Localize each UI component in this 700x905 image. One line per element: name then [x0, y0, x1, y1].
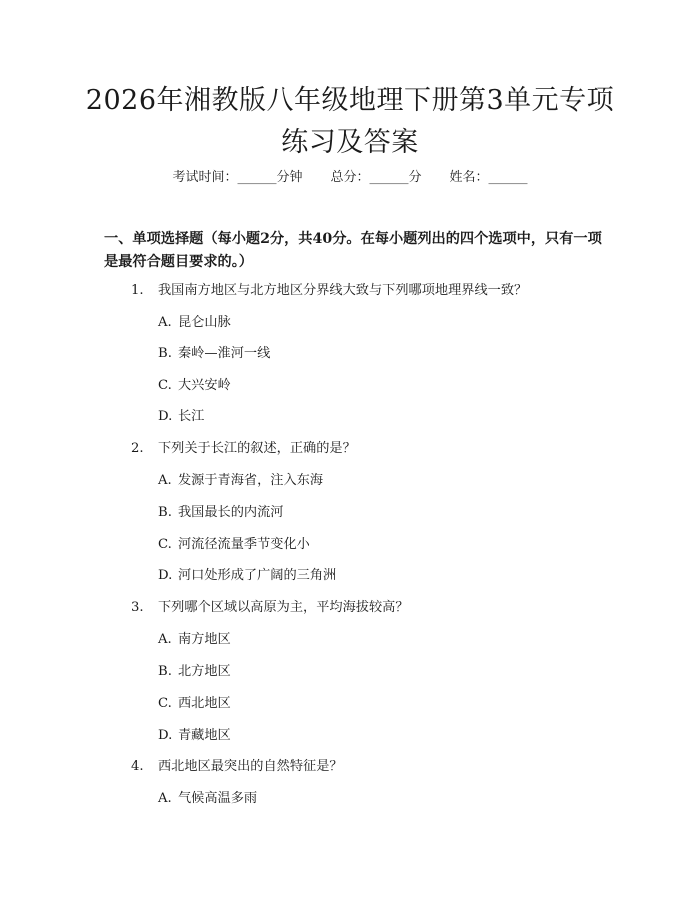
option-letter: A.: [158, 632, 172, 647]
option-letter: D.: [158, 409, 173, 424]
option-text: 气候高温多雨: [178, 791, 258, 806]
question-text: 下列哪个区域以高原为主，平均海拔较高？: [158, 600, 409, 615]
option-letter: C.: [158, 696, 172, 711]
option-text: 河口处形成了广阔的三角洲: [178, 568, 337, 583]
question-2: [131, 439, 601, 459]
title-line-2: 练习及答案: [281, 127, 419, 158]
option-text: 昆仑山脉: [178, 315, 231, 330]
option-letter: B.: [158, 346, 172, 361]
section-heading-line-1: 一、单项选择题（每小题2分，共40分。在每小题列出的四个选项中，只有一项: [104, 231, 602, 247]
question-number: 4.: [131, 759, 144, 774]
question-number: 2.: [131, 441, 144, 456]
question-number: 1.: [131, 283, 144, 298]
question-3-option-c: [158, 694, 578, 714]
option-text: 大兴安岭: [178, 378, 231, 393]
question-3: [131, 598, 601, 618]
question-number: 3.: [131, 600, 144, 615]
question-2-option-d: [158, 566, 578, 586]
document-title: [60, 80, 640, 164]
student-name-field: 姓名：______: [449, 170, 528, 185]
option-text: 南方地区: [178, 632, 231, 647]
section-heading-single-choice: [104, 228, 604, 274]
question-text: 下列关于长江的叙述，正确的是？: [158, 441, 356, 456]
option-text: 我国最长的内流河: [178, 505, 284, 520]
total-score-field: 总分：______分: [330, 170, 422, 185]
option-letter: B.: [158, 505, 172, 520]
option-text: 秦岭—淮河一线: [178, 346, 271, 361]
question-4: [131, 757, 601, 777]
option-letter: B.: [158, 664, 172, 679]
question-2-option-c: [158, 535, 578, 555]
question-2-option-b: [158, 503, 578, 523]
option-text: 西北地区: [178, 696, 231, 711]
question-4-option-a: [158, 789, 578, 809]
question-1-option-d: [158, 407, 578, 427]
exam-meta-line: [0, 168, 700, 188]
option-text: 北方地区: [178, 664, 231, 679]
title-line-1: 2026年湘教版八年级地理下册第3单元专项: [85, 85, 615, 116]
option-letter: A.: [158, 315, 172, 330]
question-text: 我国南方地区与北方地区分界线大致与下列哪项地理界线一致？: [158, 283, 528, 298]
section-heading-line-2: 是最符合题目要求的。）: [104, 254, 253, 270]
option-text: 长江: [178, 409, 205, 424]
option-letter: A.: [158, 791, 172, 806]
option-letter: C.: [158, 537, 172, 552]
question-2-option-a: [158, 471, 578, 491]
question-1-option-a: [158, 313, 578, 333]
option-letter: C.: [158, 378, 172, 393]
question-1-option-b: [158, 344, 578, 364]
question-1-option-c: [158, 376, 578, 396]
question-1: [131, 281, 601, 301]
question-3-option-b: [158, 662, 578, 682]
exam-time-field: 考试时间：______分钟: [172, 170, 303, 185]
option-text: 青藏地区: [178, 728, 231, 743]
question-3-option-a: [158, 630, 578, 650]
option-letter: A.: [158, 473, 172, 488]
question-text: 西北地区最突出的自然特征是？: [158, 759, 343, 774]
question-3-option-d: [158, 726, 578, 746]
option-letter: D.: [158, 568, 173, 583]
option-text: 河流径流量季节变化小: [178, 537, 310, 552]
option-letter: D.: [158, 728, 173, 743]
option-text: 发源于青海省，注入东海: [178, 473, 324, 488]
